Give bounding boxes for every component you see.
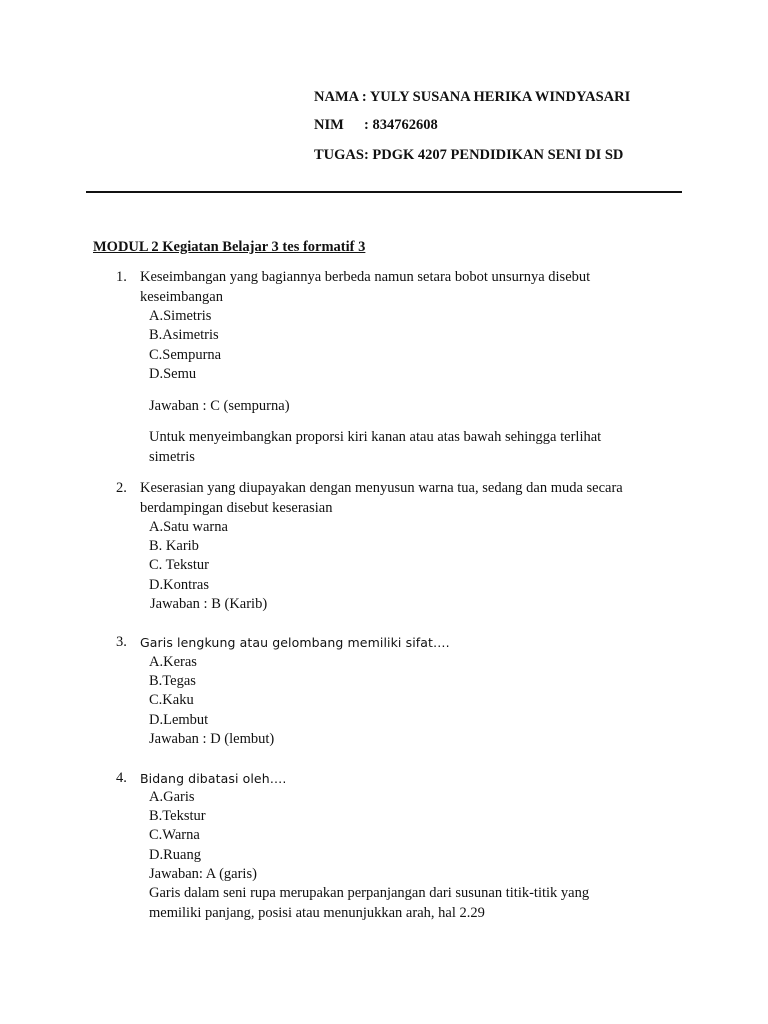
option-c: C.Kaku [149,692,194,708]
option-b: B.Tegas [149,673,196,689]
question-text-line: Keserasian yang diupayakan dengan menyusun warna tua, sedang dan muda secara [140,480,623,496]
header-divider [86,191,682,193]
option-b: B.Tekstur [149,808,206,824]
nim-label: NIM [314,117,344,133]
answer: Jawaban : D (lembut) [149,731,275,747]
option-a: A.Garis [149,789,195,805]
student-nim [314,116,438,136]
option-d: D.Kontras [149,577,210,593]
answer: Jawaban : C (sempurna) [149,398,290,414]
explanation-line: Garis dalam seni rupa merupakan perpanjangan dari susunan titik-titik yang [149,885,590,901]
option-a: A.Simetris [149,308,212,324]
assignment-title: TUGAS: PDGK 4207 PENDIDIKAN SENI DI SD [314,147,624,163]
question-text-line: Bidang dibatasi oleh…. [140,771,287,786]
question-text-line: Garis lengkung atau gelombang memiliki sifat…. [140,635,450,650]
explanation-line: Untuk menyeimbangkan proporsi kiri kanan atau atas bawah sehingga terlihat [149,429,602,445]
student-name: NAMA : YULY SUSANA HERIKA WINDYASARI [314,89,631,105]
option-a: A.Keras [149,654,197,670]
nim-value: : 834762608 [364,117,438,133]
module-heading: MODUL 2 Kegiatan Belajar 3 tes formatif 3 [93,239,366,255]
explanation-line: simetris [149,449,195,465]
option-d: D.Lembut [149,712,209,728]
question-number: 3. [116,634,127,650]
answer: Jawaban: A (garis) [149,866,257,882]
question-text-line: berdampingan disebut keserasian [140,500,333,516]
option-d: D.Ruang [149,847,201,863]
explanation-line: memiliki panjang, posisi atau menunjukkan arah, hal 2.29 [149,905,485,921]
option-b: B. Karib [149,538,199,554]
question-number: 4. [116,770,127,786]
question-text-line: keseimbangan [140,289,223,305]
option-c: C.Sempurna [149,347,222,363]
answer: Jawaban : B (Karib) [150,596,268,612]
question-number: 1. [116,269,127,285]
option-b: B.Asimetris [149,327,219,343]
option-c: C. Tekstur [149,557,209,573]
option-d: D.Semu [149,366,197,382]
question-text-line: Keseimbangan yang bagiannya berbeda namun setara bobot unsurnya disebut [140,269,591,285]
option-a: A.Satu warna [149,519,228,535]
option-c: C.Warna [149,827,200,843]
question-number: 2. [116,480,127,496]
